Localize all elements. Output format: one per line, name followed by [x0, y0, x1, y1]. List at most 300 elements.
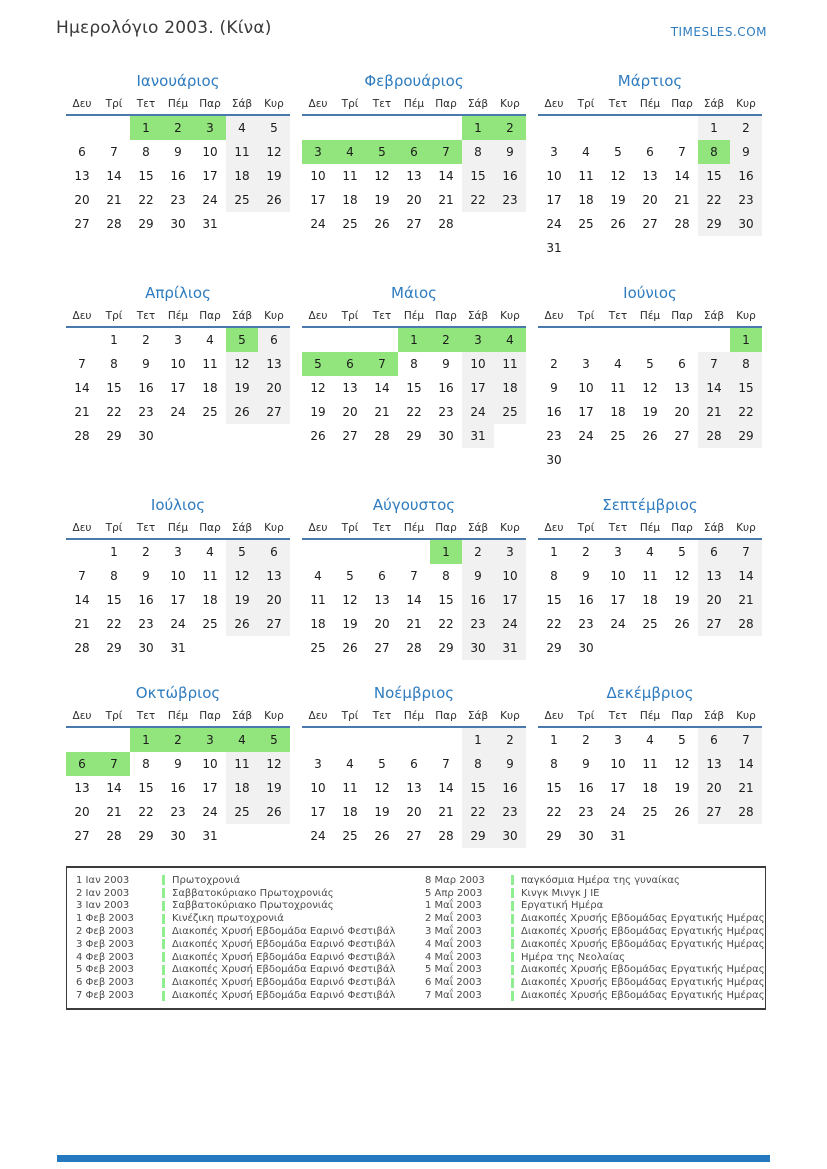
day-cell: 19: [258, 776, 290, 800]
day-cell: 27: [342, 429, 358, 443]
weekday-label: Πέμ: [639, 522, 661, 534]
week-row: [66, 728, 290, 752]
legend-date: 5 Μαΐ 2003: [425, 964, 482, 976]
weekday-label: Δευ: [544, 310, 564, 322]
week-row: [66, 188, 290, 212]
day-cell: 8: [410, 357, 418, 371]
day-cell: 17: [610, 593, 626, 607]
legend-date: 2 Φεβ 2003: [76, 926, 134, 938]
week-row: [302, 188, 526, 212]
day-cell: 14: [438, 169, 454, 183]
day-cell: 13: [258, 564, 290, 588]
day-cell: 8: [110, 357, 118, 371]
month-title: Δεκέμβριος: [606, 684, 694, 702]
day-cell-empty: [538, 328, 570, 352]
day-cell: 14: [106, 781, 122, 795]
day-cell-empty: [602, 448, 634, 472]
week-row: [538, 636, 762, 660]
weekday-label: Πέμ: [639, 710, 661, 722]
week-row: [66, 328, 290, 352]
weekday-label: Παρ: [199, 522, 221, 534]
legend-label: Διακοπές Χρυσής Εβδομάδας Εργατικής Ημέρας: [521, 938, 765, 950]
day-cell: 15: [462, 164, 494, 188]
day-cell: 9: [142, 357, 150, 371]
week-row: [302, 400, 526, 424]
day-cell: 25: [342, 217, 358, 231]
day-cell: 10: [578, 381, 594, 395]
day-cell: 11: [642, 757, 658, 771]
day-cell: 5: [302, 352, 334, 376]
holiday-marker-icon: [511, 965, 514, 975]
day-cell: 25: [342, 829, 358, 843]
weekday-label: Τετ: [372, 710, 392, 722]
weekday-label: Δευ: [308, 710, 328, 722]
month-calendar: [66, 682, 290, 848]
day-cell: 29: [546, 641, 562, 655]
week-row: [538, 612, 762, 636]
legend-label: Κινέζικη πρωτοχρονιά: [172, 913, 284, 925]
day-cell-empty: [258, 824, 290, 848]
month-title: Σεπτέμβριος: [602, 496, 698, 514]
week-row: [538, 164, 762, 188]
day-cell-empty: [226, 424, 258, 448]
day-cell: 22: [406, 405, 422, 419]
weekday-label: Τρί: [105, 710, 123, 722]
day-cell-empty: [730, 448, 762, 472]
day-cell: 30: [578, 829, 594, 843]
day-cell: 24: [202, 805, 218, 819]
day-cell: 28: [406, 641, 422, 655]
month-calendar: [538, 682, 762, 848]
day-cell: 28: [74, 641, 90, 655]
day-cell: 12: [310, 381, 326, 395]
legend-label: Εργατική Ημέρα: [521, 900, 604, 912]
week-row: [302, 164, 526, 188]
weekday-label: Τετ: [608, 98, 628, 110]
weekday-header-row: [538, 306, 762, 328]
day-cell: 18: [226, 164, 258, 188]
day-cell-empty: [98, 116, 130, 140]
day-cell: 12: [342, 593, 358, 607]
week-row: [66, 800, 290, 824]
day-cell-empty: [398, 540, 430, 564]
day-cell-empty: [258, 212, 290, 236]
day-cell: 16: [170, 781, 186, 795]
day-cell: 15: [698, 164, 730, 188]
week-row: [302, 116, 526, 140]
weekday-label: Πέμ: [403, 522, 425, 534]
day-cell: 22: [138, 193, 154, 207]
day-cell-empty: [226, 824, 258, 848]
day-cell: 5: [258, 728, 290, 752]
month-title: Ιούνιος: [623, 284, 677, 302]
day-cell: 25: [578, 217, 594, 231]
day-cell: 1: [110, 545, 118, 559]
weekday-label: Παρ: [435, 310, 457, 322]
day-cell: 16: [138, 593, 154, 607]
day-cell: 15: [106, 593, 122, 607]
day-cell-empty: [430, 116, 462, 140]
holiday-marker-icon: [162, 952, 165, 962]
day-cell: 9: [582, 757, 590, 771]
day-cell: 3: [614, 733, 622, 747]
legend-date: 4 Φεβ 2003: [76, 951, 134, 963]
day-cell: 1: [550, 733, 558, 747]
day-cell: 24: [310, 217, 326, 231]
legend-date: 1 Μαΐ 2003: [425, 900, 482, 912]
day-cell: 8: [730, 352, 762, 376]
day-cell: 21: [106, 805, 122, 819]
day-cell: 21: [406, 617, 422, 631]
day-cell: 14: [406, 593, 422, 607]
day-cell: 30: [462, 636, 494, 660]
day-cell-empty: [66, 728, 98, 752]
weekday-label: Τετ: [136, 710, 156, 722]
day-cell-empty: [162, 424, 194, 448]
legend-date: 7 Μαΐ 2003: [425, 990, 482, 1002]
day-cell: 21: [438, 193, 454, 207]
day-cell: 2: [494, 116, 526, 140]
day-cell: 13: [74, 169, 90, 183]
weekday-label: Παρ: [671, 310, 693, 322]
weekday-label: Παρ: [671, 522, 693, 534]
day-cell: 6: [334, 352, 366, 376]
site-link[interactable]: TIMESLES.COM: [670, 25, 767, 39]
day-cell: 29: [406, 429, 422, 443]
legend-date: 2 Μαΐ 2003: [425, 913, 482, 925]
legend-label: Κινγκ Μινγκ J IE: [521, 887, 600, 899]
day-cell: 18: [202, 381, 218, 395]
day-cell: 25: [202, 617, 218, 631]
day-cell: 6: [66, 752, 98, 776]
weekday-label: Τρί: [577, 98, 595, 110]
day-cell: 23: [170, 805, 186, 819]
day-cell: 26: [374, 829, 390, 843]
weekday-label: Τετ: [608, 310, 628, 322]
weekday-label: Κυρ: [500, 310, 520, 322]
day-cell: 15: [438, 593, 454, 607]
day-cell-empty: [334, 540, 366, 564]
day-cell: 10: [202, 757, 218, 771]
day-cell: 28: [730, 612, 762, 636]
day-cell: 7: [78, 569, 86, 583]
day-cell: 15: [462, 776, 494, 800]
legend-date: 4 Μαΐ 2003: [425, 938, 482, 950]
month-calendar: [66, 282, 290, 448]
day-cell: 29: [438, 641, 454, 655]
legend-item: [67, 976, 416, 989]
weekday-label: Πέμ: [403, 98, 425, 110]
day-cell: 28: [374, 429, 390, 443]
week-row: [302, 140, 526, 164]
day-cell-empty: [634, 448, 666, 472]
legend-label: Διακοπές Χρυσή Εβδομάδα Εαρινό Φεστιβάλ: [172, 964, 396, 976]
week-row: [538, 728, 762, 752]
day-cell: 7: [442, 757, 450, 771]
day-cell: 13: [642, 169, 658, 183]
day-cell: 13: [258, 352, 290, 376]
day-cell: 9: [462, 564, 494, 588]
day-cell: 10: [170, 569, 186, 583]
day-cell-empty: [334, 728, 366, 752]
day-cell: 27: [74, 217, 90, 231]
day-cell: 6: [398, 140, 430, 164]
day-cell-empty: [334, 116, 366, 140]
day-cell: 19: [226, 588, 258, 612]
day-cell: 14: [698, 376, 730, 400]
day-cell: 6: [78, 145, 86, 159]
weekday-label: Σάβ: [231, 522, 253, 534]
day-cell: 18: [342, 805, 358, 819]
legend-item: [67, 900, 416, 913]
day-cell: 31: [610, 829, 626, 843]
weekday-label: Κυρ: [736, 710, 756, 722]
day-cell: 17: [202, 169, 218, 183]
weekday-label: Πέμ: [403, 310, 425, 322]
day-cell-empty: [698, 448, 730, 472]
day-cell: 16: [546, 405, 562, 419]
week-row: [538, 376, 762, 400]
day-cell: 15: [546, 781, 562, 795]
weekday-label: Σάβ: [231, 98, 253, 110]
day-cell: 4: [494, 328, 526, 352]
day-cell: 29: [698, 212, 730, 236]
week-row: [538, 328, 762, 352]
day-cell: 4: [582, 145, 590, 159]
day-cell: 25: [642, 617, 658, 631]
day-cell: 4: [206, 333, 214, 347]
day-cell: 7: [730, 728, 762, 752]
day-cell: 23: [138, 617, 154, 631]
legend-column: [416, 874, 765, 1002]
day-cell: 8: [142, 145, 150, 159]
legend-item: [416, 951, 765, 964]
day-cell-empty: [570, 116, 602, 140]
day-cell: 24: [310, 829, 326, 843]
month-title: Φεβρουάριος: [364, 72, 464, 90]
week-row: [538, 236, 762, 260]
week-row: [302, 540, 526, 564]
day-cell: 17: [578, 405, 594, 419]
weekday-label: Δευ: [72, 710, 92, 722]
day-cell: 5: [378, 757, 386, 771]
legend-item: [67, 964, 416, 977]
week-row: [302, 752, 526, 776]
day-cell-empty: [226, 636, 258, 660]
day-cell: 25: [610, 429, 626, 443]
day-cell-empty: [302, 116, 334, 140]
month-calendar: [302, 494, 526, 660]
day-cell: 2: [582, 545, 590, 559]
day-cell: 27: [258, 612, 290, 636]
day-cell: 10: [494, 564, 526, 588]
day-cell: 24: [546, 217, 562, 231]
day-cell: 30: [730, 212, 762, 236]
weekday-label: Κυρ: [500, 98, 520, 110]
holiday-marker-icon: [162, 927, 165, 937]
day-cell: 16: [494, 776, 526, 800]
month-calendar: [66, 70, 290, 236]
day-cell: 20: [698, 776, 730, 800]
week-row: [66, 776, 290, 800]
weekday-label: Κυρ: [264, 98, 284, 110]
day-cell: 23: [438, 405, 454, 419]
legend-label: παγκόσμια Ημέρα της γυναίκας: [521, 874, 680, 886]
day-cell: 30: [170, 829, 186, 843]
weekday-label: Κυρ: [264, 310, 284, 322]
day-cell: 5: [646, 357, 654, 371]
day-cell: 22: [138, 805, 154, 819]
week-row: [66, 212, 290, 236]
weekday-label: Δευ: [308, 310, 328, 322]
day-cell-empty: [666, 448, 698, 472]
day-cell-empty: [634, 236, 666, 260]
week-row: [66, 824, 290, 848]
day-cell: 20: [342, 405, 358, 419]
day-cell: 5: [366, 140, 398, 164]
weekday-label: Πέμ: [403, 710, 425, 722]
day-cell: 27: [698, 612, 730, 636]
week-row: [302, 212, 526, 236]
day-cell: 23: [730, 188, 762, 212]
weekday-label: Τετ: [372, 522, 392, 534]
day-cell: 4: [226, 116, 258, 140]
day-cell: 25: [310, 641, 326, 655]
day-cell: 31: [494, 636, 526, 660]
weekday-label: Δευ: [544, 710, 564, 722]
day-cell: 3: [550, 145, 558, 159]
week-row: [538, 140, 762, 164]
day-cell-empty: [258, 424, 290, 448]
weekday-label: Τρί: [105, 522, 123, 534]
day-cell: 29: [730, 424, 762, 448]
day-cell: 26: [642, 429, 658, 443]
legend-label: Διακοπές Χρυσής Εβδομάδας Εργατικής Ημέρας: [521, 926, 765, 938]
legend-item: [416, 887, 765, 900]
day-cell: 24: [578, 429, 594, 443]
week-row: [538, 752, 762, 776]
weekday-label: Τετ: [136, 98, 156, 110]
legend-date: 3 Μαΐ 2003: [425, 926, 482, 938]
weekday-header-row: [66, 706, 290, 728]
legend-label: Διακοπές Χρυσής Εβδομάδας Εργατικής Ημέρας: [521, 977, 765, 989]
day-cell: 15: [106, 381, 122, 395]
day-cell-empty: [226, 212, 258, 236]
week-row: [66, 588, 290, 612]
day-cell: 5: [226, 328, 258, 352]
day-cell: 15: [546, 593, 562, 607]
weekday-label: Σάβ: [467, 710, 489, 722]
legend-item: [416, 989, 765, 1002]
day-cell: 26: [374, 217, 390, 231]
day-cell: 14: [374, 381, 390, 395]
day-cell: 20: [674, 405, 690, 419]
day-cell-empty: [602, 636, 634, 660]
day-cell: 28: [106, 217, 122, 231]
day-cell: 21: [674, 193, 690, 207]
day-cell: 20: [642, 193, 658, 207]
holiday-marker-icon: [511, 927, 514, 937]
day-cell: 7: [430, 140, 462, 164]
month-title: Νοέμβριος: [373, 684, 455, 702]
holiday-marker-icon: [162, 939, 165, 949]
day-cell-empty: [698, 236, 730, 260]
legend-item: [67, 989, 416, 1002]
week-row: [302, 800, 526, 824]
day-cell: 9: [494, 140, 526, 164]
weekday-label: Σάβ: [467, 310, 489, 322]
day-cell: 10: [202, 145, 218, 159]
day-cell: 11: [642, 569, 658, 583]
weekday-header-row: [538, 94, 762, 116]
day-cell: 6: [646, 145, 654, 159]
day-cell: 27: [374, 641, 390, 655]
day-cell: 8: [442, 569, 450, 583]
weekday-label: Πέμ: [167, 98, 189, 110]
day-cell: 17: [170, 593, 186, 607]
day-cell: 9: [494, 752, 526, 776]
weekday-label: Τετ: [608, 522, 628, 534]
day-cell: 8: [550, 757, 558, 771]
month-calendar: [302, 70, 526, 236]
day-cell: 9: [550, 381, 558, 395]
weekday-label: Παρ: [435, 98, 457, 110]
weekday-label: Κυρ: [736, 98, 756, 110]
day-cell: 30: [138, 429, 154, 443]
day-cell: 8: [462, 752, 494, 776]
day-cell: 27: [258, 400, 290, 424]
legend-date: 4 Μαΐ 2003: [425, 951, 482, 963]
legend-item: [67, 887, 416, 900]
day-cell: 1: [462, 728, 494, 752]
day-cell: 4: [614, 357, 622, 371]
day-cell: 5: [346, 569, 354, 583]
day-cell: 25: [202, 405, 218, 419]
legend-label: Ημέρα της Νεολαίας: [521, 951, 626, 963]
day-cell: 1: [698, 116, 730, 140]
day-cell: 25: [494, 400, 526, 424]
day-cell: 8: [550, 569, 558, 583]
day-cell-empty: [698, 636, 730, 660]
day-cell: 6: [698, 728, 730, 752]
day-cell: 22: [106, 405, 122, 419]
day-cell: 8: [142, 757, 150, 771]
day-cell: 17: [610, 781, 626, 795]
day-cell: 16: [138, 381, 154, 395]
day-cell: 27: [642, 217, 658, 231]
legend-item: [67, 951, 416, 964]
day-cell: 19: [226, 376, 258, 400]
weekday-label: Παρ: [199, 310, 221, 322]
day-cell: 30: [138, 641, 154, 655]
day-cell: 25: [226, 800, 258, 824]
day-cell: 19: [342, 617, 358, 631]
day-cell: 3: [174, 333, 182, 347]
day-cell: 15: [138, 781, 154, 795]
day-cell: 29: [138, 217, 154, 231]
day-cell: 30: [170, 217, 186, 231]
day-cell: 16: [578, 593, 594, 607]
day-cell-empty: [634, 824, 666, 848]
day-cell: 30: [546, 453, 562, 467]
day-cell: 9: [730, 140, 762, 164]
day-cell: 25: [226, 188, 258, 212]
week-row: [302, 376, 526, 400]
day-cell: 1: [130, 116, 162, 140]
day-cell-empty: [98, 728, 130, 752]
weekday-label: Δευ: [72, 522, 92, 534]
day-cell: 5: [258, 116, 290, 140]
